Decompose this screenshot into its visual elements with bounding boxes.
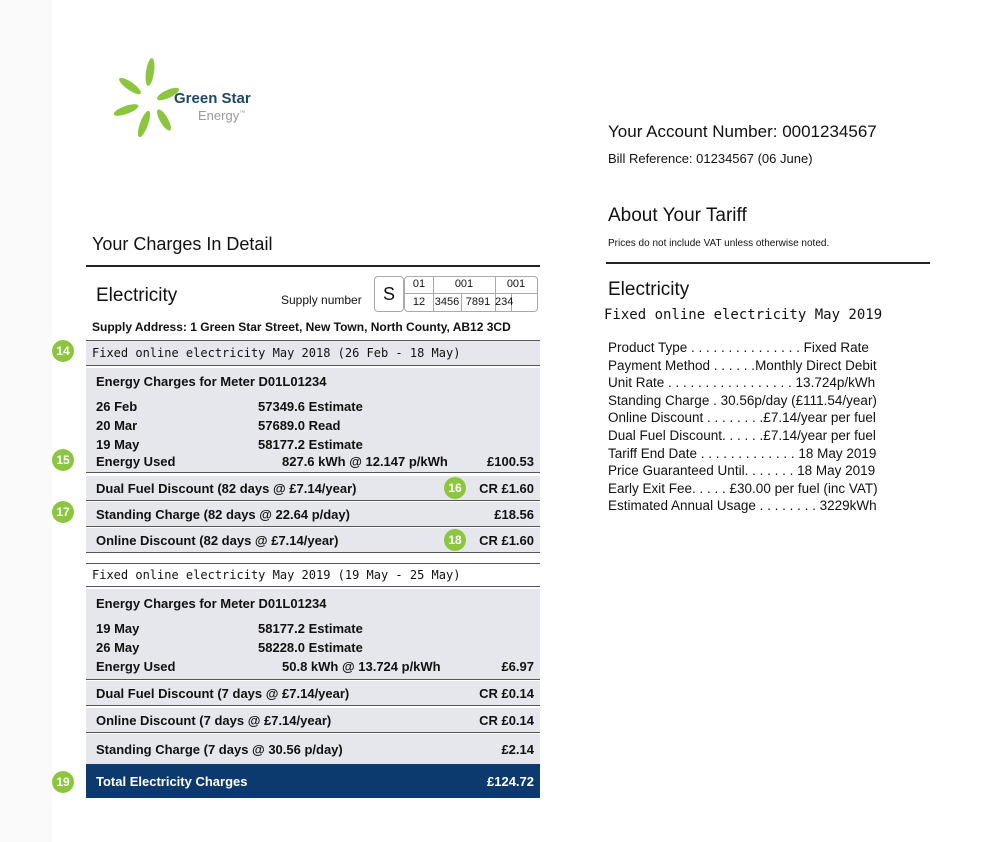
- badge-16: 16: [444, 477, 466, 499]
- p2-online-label: Online Discount (7 days @ £7.14/year): [96, 713, 332, 728]
- period-1-title-row: [86, 340, 540, 366]
- brand-name: Green Star: [174, 90, 251, 107]
- p1-online-label: Online Discount (82 days @ £7.14/year): [96, 533, 339, 548]
- badge-18: 18: [444, 529, 466, 551]
- p2-dual-fuel-row: [86, 681, 540, 706]
- p2-standing-label: Standing Charge (7 days @ 30.56 p/day): [96, 742, 343, 757]
- p2-online-row: [86, 708, 540, 733]
- period-2-meter-block: [86, 589, 540, 680]
- supply-bottom-2: 3456: [434, 296, 460, 308]
- period-1-meter: Energy Charges for Meter D01L01234: [96, 374, 327, 389]
- p1-reading-date: 19 May: [96, 437, 140, 452]
- account-number: Your Account Number: 0001234567: [608, 122, 877, 141]
- p2-dual-fuel-amount: CR £0.14: [479, 686, 534, 701]
- period-2-title-row: [86, 563, 540, 587]
- tariff-line: Estimated Annual Usage . . . . . . . . 3229kWh: [608, 498, 877, 514]
- p1-online-amount: CR £1.60: [479, 533, 534, 548]
- charges-divider: [86, 265, 540, 267]
- tariff-line: Dual Fuel Discount. . . . . .£7.14/year per fuel: [608, 428, 876, 443]
- supply-number-box: [374, 276, 538, 312]
- p1-online-row: [86, 528, 540, 553]
- period-2-title: Fixed online electricity May 2019 (19 May - 25 May): [92, 568, 461, 582]
- badge-17: 17: [52, 501, 74, 523]
- p2-standing-amount: £2.14: [501, 742, 534, 757]
- period-2-meter: Energy Charges for Meter D01L01234: [96, 596, 327, 611]
- p1-energy-used-amount: £100.53: [487, 454, 534, 469]
- p1-standing-row: [86, 502, 540, 527]
- tariff-heading: About Your Tariff: [608, 205, 747, 226]
- p1-reading-date: 26 Feb: [96, 399, 138, 414]
- badge-19: 19: [52, 771, 74, 793]
- tariff-line: Product Type . . . . . . . . . . . . . . . Fixed Rate: [608, 340, 869, 355]
- total-label: Total Electricity Charges: [96, 774, 248, 789]
- p1-reading-value: 57349.6 Estimate: [258, 399, 363, 414]
- p1-dual-fuel-label: Dual Fuel Discount (82 days @ £7.14/year): [96, 481, 357, 496]
- p2-reading-value: 58177.2 Estimate: [258, 621, 363, 636]
- p2-online-amount: CR £0.14: [479, 713, 534, 728]
- total-amount: £124.72: [487, 774, 534, 789]
- p1-dual-fuel-row: [86, 476, 540, 501]
- charges-heading: Your Charges In Detail: [92, 234, 273, 254]
- p1-dual-fuel-amount: CR £1.60: [479, 481, 534, 496]
- p2-reading-value: 58228.0 Estimate: [258, 640, 363, 655]
- tariff-line: Payment Method . . . . . .Monthly Direct Debit: [608, 357, 877, 373]
- tariff-note: Prices do not include VAT unless otherwise noted.: [608, 238, 830, 249]
- p1-reading-value: 58177.2 Estimate: [258, 437, 363, 452]
- supply-bottom-3: 7891: [465, 296, 491, 308]
- tariff-name: Fixed online electricity May 2019: [604, 307, 883, 323]
- supply-grid: [404, 276, 538, 312]
- p2-dual-fuel-label: Dual Fuel Discount (7 days @ £7.14/year): [96, 686, 350, 701]
- badge-14: 14: [52, 340, 74, 362]
- supply-s: S: [374, 276, 404, 312]
- p1-standing-amount: £18.56: [494, 507, 534, 522]
- p1-reading-value: 57689.0 Read: [258, 418, 341, 433]
- supply-top-3: 001: [506, 278, 526, 290]
- p2-reading-date: 26 May: [96, 640, 140, 655]
- period-1-title: Fixed online electricity May 2018 (26 Feb - 18 May): [92, 346, 461, 360]
- p2-energy-used-amount: £6.97: [501, 659, 534, 674]
- p2-energy-used-label: Energy Used: [96, 659, 176, 674]
- p2-standing-row: [86, 734, 540, 764]
- supply-bottom-1: 12: [412, 296, 426, 308]
- p1-energy-used-label: Energy Used: [96, 454, 176, 469]
- supply-number-label: Supply number: [281, 293, 362, 307]
- tariff-line: Tariff End Date . . . . . . . . . . . . . 18 May 2019: [608, 445, 877, 461]
- p1-energy-used-value: 827.6 kWh @ 12.147 p/kWh: [282, 454, 448, 469]
- tariff-line: Online Discount . . . . . . . .£7.14/year per fuel: [608, 410, 876, 426]
- charges-fuel: Electricity: [96, 285, 178, 306]
- p1-standing-label: Standing Charge (82 days @ 22.64 p/day): [96, 507, 350, 522]
- tariff-fuel: Electricity: [608, 279, 690, 300]
- badge-15: 15: [52, 449, 74, 471]
- p2-reading-date: 19 May: [96, 621, 140, 636]
- tariff-line: Standing Charge . 30.56p/day (£111.54/year): [608, 392, 877, 408]
- brand-sub: Energy™: [198, 108, 246, 123]
- total-row: [86, 764, 540, 798]
- tariff-line: Unit Rate . . . . . . . . . . . . . . . . . 13.724p/kWh: [608, 375, 876, 391]
- tariff-line: Early Exit Fee. . . . . £30.00 per fuel (inc VAT): [608, 480, 878, 496]
- p2-energy-used-value: 50.8 kWh @ 13.724 p/kWh: [282, 659, 441, 674]
- supply-bottom-4: 234: [495, 296, 514, 308]
- p1-reading-date: 20 Mar: [96, 418, 138, 433]
- supply-address: Supply Address: 1 Green Star Street, New Town, North County, AB12 3CD: [92, 320, 511, 334]
- period-1-meter-block: [86, 368, 540, 473]
- tariff-line: Price Guaranteed Until. . . . . . . 18 May 2019: [608, 463, 876, 479]
- supply-top-1: 01: [412, 278, 426, 290]
- tariff-divider: [606, 262, 930, 264]
- supply-top-2: 001: [454, 278, 474, 290]
- bill-reference: Bill Reference: 01234567 (06 June): [608, 151, 813, 166]
